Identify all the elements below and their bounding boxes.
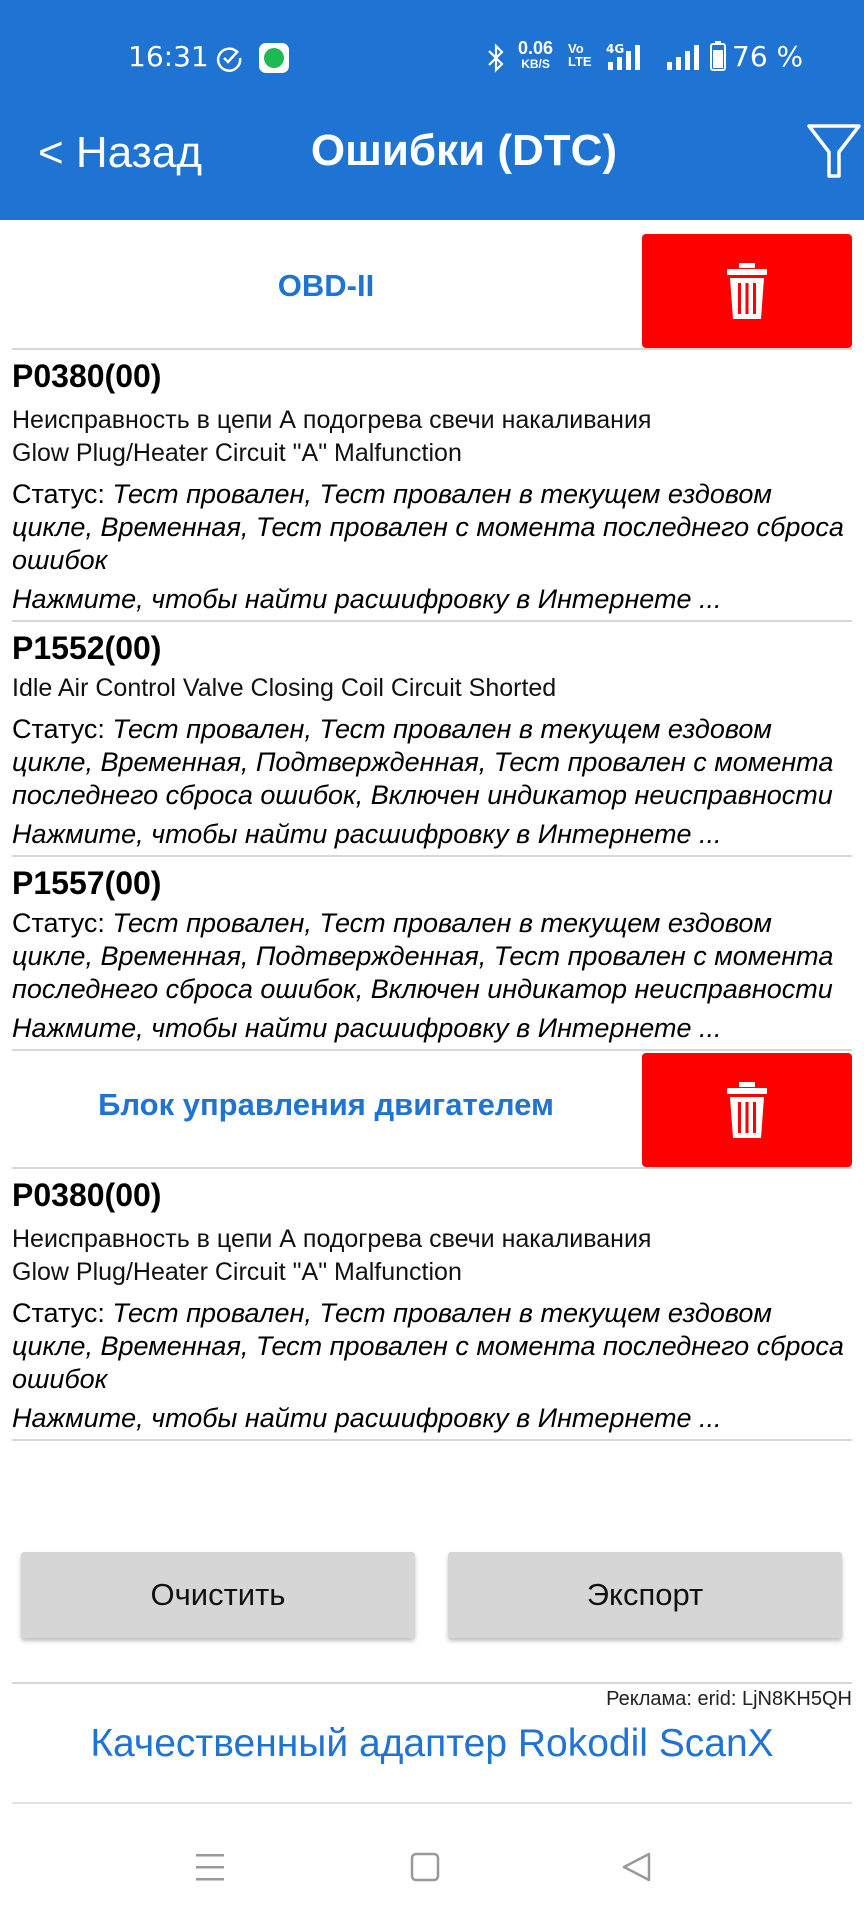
export-button[interactable]: Экспорт — [448, 1552, 842, 1638]
battery-icon — [709, 40, 727, 72]
search-online-link[interactable]: Нажмите, чтобы найти расшифровку в Интернете ... — [12, 1403, 722, 1433]
dtc-status — [12, 907, 852, 1006]
dtc-description-en: Glow Plug/Heater Circuit "A" Malfunction — [12, 1258, 462, 1286]
status-time: 16:31 — [128, 40, 209, 73]
menu-icon[interactable] — [193, 1850, 227, 1884]
signal-icon — [665, 40, 705, 74]
status-label: Статус: — [12, 1298, 113, 1328]
delete-section-button[interactable] — [642, 234, 852, 348]
dtc-status — [12, 713, 852, 812]
status-value: Тест провален, Тест провален в текущем ездовом цикле, Временная, Тест провален с момента последнего сброса ошибок — [12, 1298, 844, 1394]
dtc-item[interactable] — [12, 857, 852, 1051]
clear-button[interactable]: Очистить — [21, 1552, 415, 1638]
ad-label: Реклама: erid: LjN8KH5QH — [606, 1688, 852, 1710]
net-speed — [518, 40, 553, 72]
home-icon[interactable] — [408, 1850, 442, 1884]
dtc-item[interactable] — [12, 350, 852, 622]
dtc-code: P0380(00) — [12, 358, 162, 394]
back-button[interactable]: < Назад — [38, 128, 202, 177]
dtc-item[interactable] — [12, 622, 852, 857]
status-value: Тест провален, Тест провален в текущем ездовом цикле, Временная, Подтвержденная, Тест провален с момента последнего сброса ошибок, Включен индикатор неисправности — [12, 908, 834, 1004]
net-speed-value: 0.06 — [518, 38, 554, 58]
dtc-item[interactable] — [12, 1169, 852, 1441]
status-label: Статус: — [12, 908, 113, 938]
search-online-link[interactable]: Нажмите, чтобы найти расшифровку в Интернете ... — [12, 819, 722, 849]
volte-bottom: LTE — [568, 54, 592, 69]
back-icon[interactable] — [620, 1850, 654, 1884]
dtc-status — [12, 478, 852, 577]
volte-indicator — [568, 42, 592, 68]
dtc-description-ru: Неисправность в цепи А подогрева свечи накаливания — [12, 1225, 652, 1253]
search-online-link[interactable]: Нажмите, чтобы найти расшифровку в Интернете ... — [12, 584, 722, 614]
section-title: OBD-II — [277, 268, 375, 303]
bluetooth-icon — [484, 43, 508, 73]
section-header — [12, 1051, 852, 1169]
status-value: Тест провален, Тест провален в текущем ездовом цикле, Временная, Подтвержденная, Тест провален с момента последнего сброса ошибок, Включен индикатор неисправности — [12, 714, 834, 810]
dtc-description-en: Idle Air Control Valve Closing Coil Circuit Shorted — [12, 674, 557, 702]
check-circle-icon — [215, 44, 243, 72]
trash-icon — [725, 1080, 769, 1140]
dtc-description-en: Glow Plug/Heater Circuit "A" Malfunction — [12, 439, 462, 467]
status-label: Статус: — [12, 714, 113, 744]
app-header — [0, 0, 864, 220]
page-title-wrap — [0, 126, 864, 176]
signal-icon — [604, 40, 658, 74]
section-header — [12, 232, 852, 350]
volte-top: Vo — [568, 41, 584, 56]
dtc-code: P1552(00) — [12, 630, 162, 666]
filter-icon[interactable] — [806, 122, 862, 180]
status-bar — [0, 0, 864, 115]
app-notification-icon — [259, 43, 289, 73]
status-value: Тест провален, Тест провален в текущем ездовом цикле, Временная, Тест провален с момента последнего сброса ошибок — [12, 479, 844, 575]
dtc-description-ru: Неисправность в цепи А подогрева свечи накаливания — [12, 406, 652, 434]
net-speed-unit: KB/S — [521, 57, 550, 71]
network-type: 4G — [606, 42, 625, 56]
search-online-link[interactable]: Нажмите, чтобы найти расшифровку в Интернете ... — [12, 1013, 722, 1043]
page-title: Ошибки (DTC) — [310, 126, 618, 175]
divider — [12, 1802, 852, 1804]
section-title: Блок управления двигателем — [98, 1087, 554, 1122]
battery-percent: 76 % — [732, 40, 804, 73]
dtc-code: P1557(00) — [12, 865, 162, 901]
dtc-code: P0380(00) — [12, 1177, 162, 1213]
status-label: Статус: — [12, 479, 113, 509]
dtc-status — [12, 1297, 852, 1396]
divider — [12, 1682, 852, 1684]
delete-section-button[interactable] — [642, 1053, 852, 1167]
dtc-list[interactable] — [12, 232, 852, 1502]
trash-icon — [725, 261, 769, 321]
ad-link[interactable]: Качественный адаптер Rokodil ScanX — [90, 1722, 774, 1765]
